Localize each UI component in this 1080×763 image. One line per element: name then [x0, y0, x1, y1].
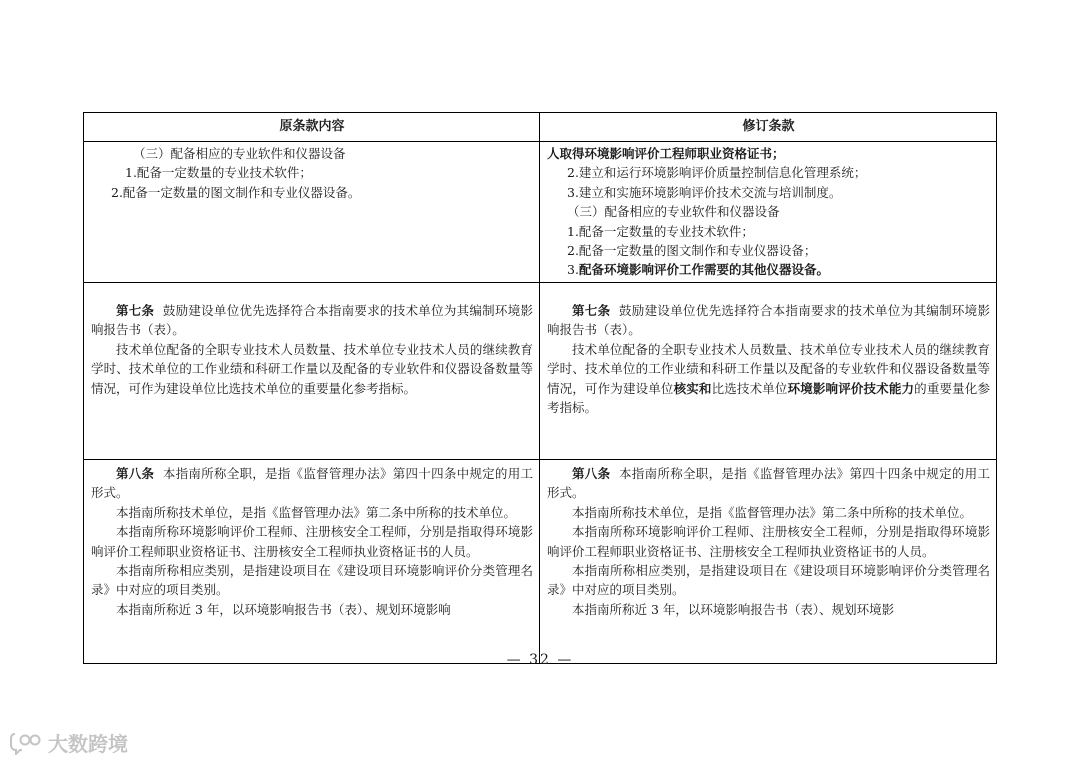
- clause-line: 1.配备一定数量的专业技术软件；: [567, 223, 754, 239]
- revised-cell: [540, 142, 997, 283]
- original-cell: [84, 460, 540, 664]
- added-text: 配备环境影响评价工作需要的其他仪器设备。: [578, 262, 829, 278]
- article-paragraph: 本指南所称环境影响评价工程师、注册核安全工程师，分别是指取得环境影响评价工程师职业资格证书、注册核安全工程师执业资格证书的人员。: [91, 524, 533, 559]
- clause-line: （三）配备相应的专业软件和仪器设备: [133, 146, 346, 161]
- article-paragraph: [547, 464, 990, 503]
- clause-line-added: 人取得环境影响评价工程师职业资格证书；: [547, 146, 785, 161]
- article-paragraph: [91, 301, 533, 340]
- added-text: 环境影响评价技术能力: [787, 380, 915, 396]
- page-number: — 32 —: [506, 652, 574, 668]
- article-label: 第八条: [572, 466, 611, 481]
- article-paragraph: [547, 301, 990, 340]
- article-paragraph: 技术单位配备的全职专业技术人员数量、技术单位专业技术人员的继续教育学时、技术单位的工作业绩和科研工作量以及配备的专业软件和仪器设备数量等情况，可作为建设单位比选技术单位的重要量化参考指标。: [91, 341, 533, 396]
- article-label: 第八条: [116, 466, 155, 481]
- article-paragraph: [91, 464, 533, 503]
- added-text: 核实和: [673, 380, 712, 396]
- article-paragraph: 本指南所称环境影响评价工程师、注册核安全工程师，分别是指取得环境影响评价工程师职业资格证书、注册核安全工程师执业资格证书的人员。: [547, 524, 990, 559]
- revision-comparison-table: [83, 112, 997, 664]
- original-cell: [84, 283, 540, 460]
- article-paragraph: 本指南所称近 3 年，以环境影响报告书（表）、规划环境影: [572, 601, 895, 617]
- table-row: [84, 283, 997, 460]
- article-text: 鼓励建设单位优先选择符合本指南要求的技术单位为其编制环境影响报告书（表）。: [91, 303, 533, 338]
- revised-cell: [540, 283, 997, 460]
- article-paragraph: 本指南所称相应类别，是指建设项目在《建设项目环境影响评价分类管理名录》中对应的项目类别。: [547, 563, 990, 598]
- article-paragraph: 本指南所称相应类别，是指建设项目在《建设项目环境影响评价分类管理名录》中对应的项目类别。: [91, 563, 533, 598]
- item-number: 3.: [567, 262, 579, 278]
- original-cell: [84, 142, 540, 283]
- table-row: [84, 142, 997, 283]
- clause-line-added: [547, 260, 990, 279]
- article-label: 第七条: [572, 303, 611, 318]
- article-text: 本指南所称全职，是指《监督管理办法》第四十四条中规定的用工形式。: [547, 466, 990, 501]
- watermark-text: 大数跨境: [48, 732, 128, 756]
- clause-line: 1.配备一定数量的专业技术软件；: [125, 165, 312, 181]
- article-paragraph: 本指南所称技术单位，是指《监督管理办法》第二条中所称的技术单位。: [116, 504, 517, 520]
- speech-bubble-logo-icon: [10, 731, 44, 755]
- clause-line: 2.建立和运行环境影响评价质量控制信息化管理系统；: [567, 165, 867, 181]
- article-paragraph: 本指南所称近 3 年，以环境影响报告书（表）、规划环境影响: [116, 601, 451, 617]
- table-header-row: [84, 113, 997, 142]
- article-paragraph: 本指南所称技术单位，是指《监督管理办法》第二条中所称的技术单位。: [572, 504, 973, 520]
- article-text: 比选技术单位: [711, 380, 788, 396]
- article-text: 本指南所称全职，是指《监督管理办法》第四十四条中规定的用工形式。: [91, 466, 533, 501]
- article-text: 技术单位配备的全职专业技术人员数量、技术单位专业技术人员的继续教育学时、技术单位的工作业绩和科研工作量以及配备的专业软件和仪器设备数量等情况，可作为建设单位: [547, 341, 990, 396]
- article-paragraph: [547, 340, 990, 418]
- table-row: [84, 460, 997, 664]
- watermark: [10, 728, 128, 757]
- header-revised-clauses: 修订条款: [540, 113, 997, 142]
- header-original-clauses: 原条款内容: [84, 113, 540, 142]
- clause-line: 2.配备一定数量的图文制作和专业仪器设备；: [567, 243, 817, 259]
- article-text: 鼓励建设单位优先选择符合本指南要求的技术单位为其编制环境影响报告书（表）。: [547, 303, 990, 338]
- article-label: 第七条: [116, 303, 155, 318]
- clause-line: 2.配备一定数量的图文制作和专业仪器设备。: [111, 184, 361, 200]
- clause-line: （三）配备相应的专业软件和仪器设备: [567, 204, 780, 220]
- clause-line: 3.建立和实施环境影响评价技术交流与培训制度。: [567, 184, 842, 200]
- revised-cell: [540, 460, 997, 664]
- article-text: 的重要量化参考指标。: [547, 380, 990, 416]
